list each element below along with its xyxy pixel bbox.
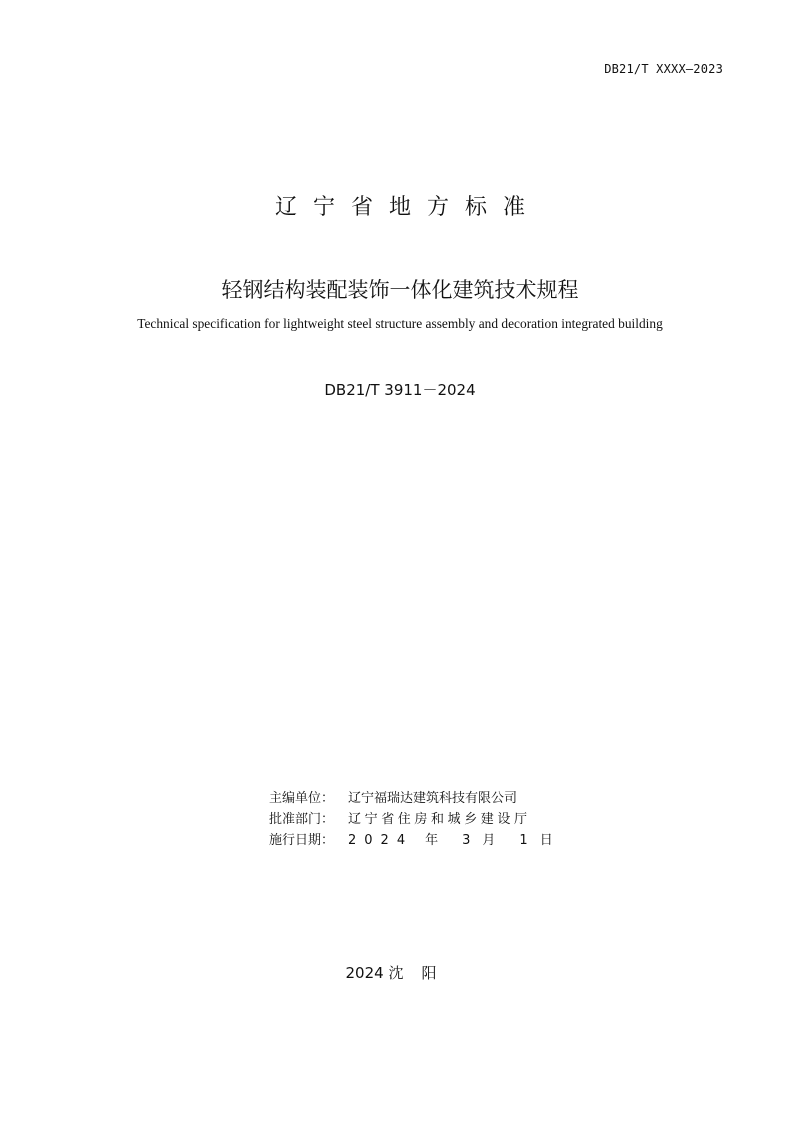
footer-year: 2024: [345, 964, 384, 982]
footer-city: 沈阳: [388, 964, 455, 982]
effective-date-label: 施行日期：: [269, 833, 335, 848]
approver-row: [269, 809, 553, 830]
effective-date-row: [269, 830, 553, 851]
approver-label: 批准部门：: [269, 812, 335, 827]
document-title-chinese: 轻钢结构装配装饰一体化建筑技术规程: [221, 278, 579, 302]
editor-row: [269, 788, 553, 809]
header-standard-code: DB21/T XXXX—2023: [604, 62, 723, 76]
standard-type-title: 辽宁省地方标准: [274, 195, 541, 220]
editor-label: 主编单位：: [269, 791, 335, 806]
effective-date-value: [348, 830, 553, 851]
standard-number: DB21/T 3911－2024: [324, 381, 476, 399]
year-unit: 年: [425, 833, 439, 848]
document-title-english: Technical specification for lightweight steel structure assembly and decoration integrated building: [137, 316, 663, 331]
editor-value: 辽宁福瑞达建筑科技有限公司: [348, 791, 518, 806]
publication-info: [269, 788, 553, 851]
effective-month: 3: [462, 833, 471, 848]
effective-day: 1: [519, 833, 528, 848]
effective-year: 2024: [348, 833, 414, 848]
month-unit: 月: [482, 833, 496, 848]
approver-value: 辽宁省住房和城乡建设厅: [348, 812, 531, 827]
day-unit: 日: [539, 833, 553, 848]
footer-place-date: [0, 962, 800, 983]
